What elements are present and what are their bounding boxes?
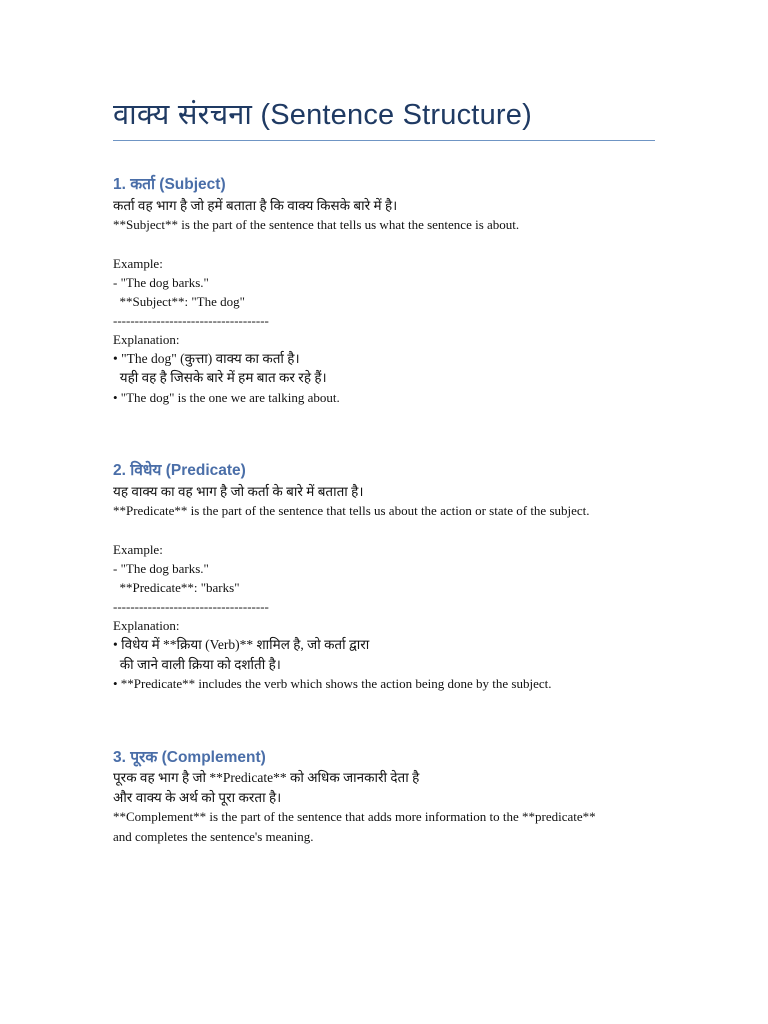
predicate-example-label: Example: [113,542,163,557]
section-heading-predicate: 2. विधेय (Predicate) [113,462,246,479]
subject-explanation-hindi-1: • "The dog" (कुत्ता) वाक्य का कर्ता है। [113,351,300,366]
predicate-explanation-hindi-1: • विधेय में **क्रिया (Verb)** शामिल है, जो कर्ता द्वारा [113,637,370,652]
predicate-example-sentence: - "The dog barks." [113,561,209,576]
predicate-explanation-english: • **Predicate** includes the verb which shows the action being done by the subject. [113,676,552,691]
subject-example-answer: **Subject**: "The dog" [113,294,245,309]
subject-english-definition: **Subject** is the part of the sentence that tells us what the sentence is about. [113,217,520,232]
subject-divider: ------------------------------------ [113,313,269,328]
section-heading-subject: 1. कर्ता (Subject) [113,176,226,193]
predicate-example-answer: **Predicate**: "barks" [113,580,240,595]
complement-hindi-definition-1: पूरक वह भाग है जो **Predicate** को अधिक जानकारी देता है [113,770,420,785]
section-heading-complement: 3. पूरक (Complement) [113,749,266,766]
subject-explanation-hindi-2: यही वह है जिसके बारे में हम बात कर रहे हैं। [113,370,327,385]
predicate-hindi-definition: यह वाक्य का वह भाग है जो कर्ता के बारे में बताता है। [113,484,364,499]
document-title: वाक्य संरचना (Sentence Structure) [113,99,532,131]
subject-example-label: Example: [113,256,163,271]
subject-hindi-definition: कर्ता वह भाग है जो हमें बताता है कि वाक्य किसके बारे में है। [113,198,398,213]
title-underline [113,140,655,141]
subject-example-sentence: - "The dog barks." [113,275,209,290]
predicate-english-definition: **Predicate** is the part of the sentence that tells us about the action or state of the subject. [113,503,590,518]
complement-english-definition-2: and completes the sentence's meaning. [113,829,314,844]
subject-explanation-english: • "The dog" is the one we are talking about. [113,390,340,405]
predicate-explanation-hindi-2: की जाने वाली क्रिया को दर्शाती है। [113,657,281,672]
predicate-divider: ------------------------------------ [113,599,269,614]
complement-hindi-definition-2: और वाक्य के अर्थ को पूरा करता है। [113,790,282,805]
complement-english-definition-1: **Complement** is the part of the sentence that adds more information to the **predicate** [113,809,596,824]
subject-explanation-label: Explanation: [113,332,180,347]
predicate-explanation-label: Explanation: [113,618,180,633]
